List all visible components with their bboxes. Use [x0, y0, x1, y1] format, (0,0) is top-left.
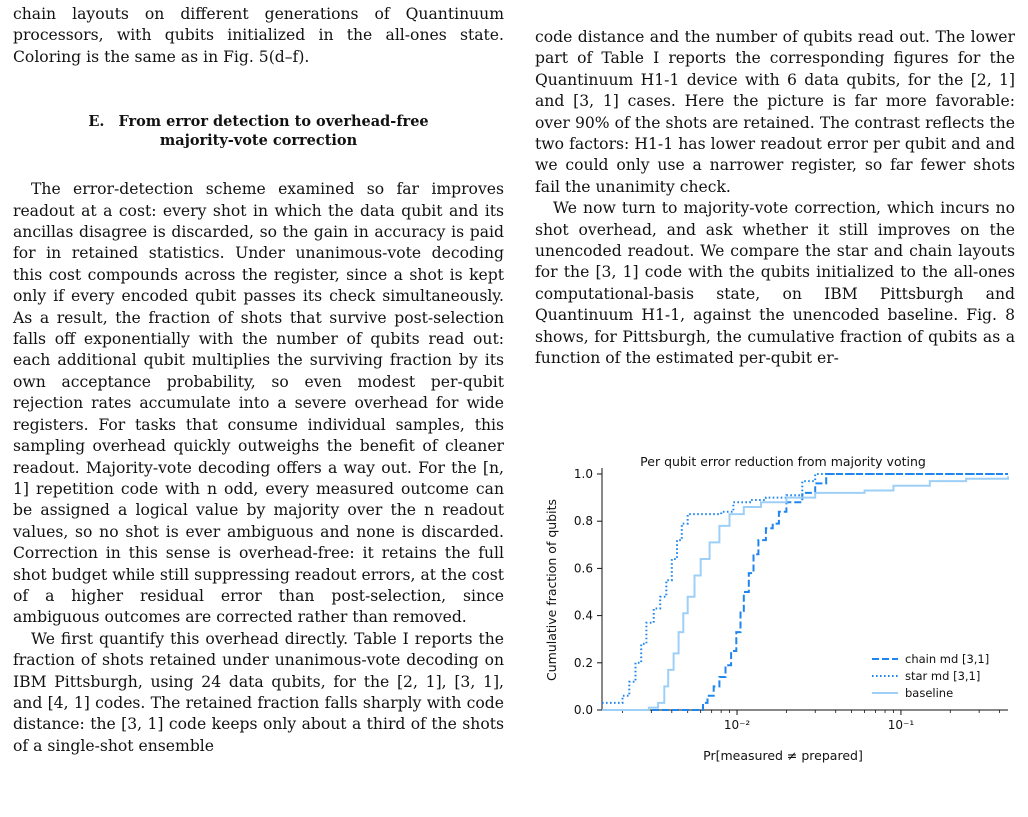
y-tick-label: 0.4	[573, 608, 593, 623]
figure-caption-tail: chain layouts on different generations of Quantinuum processors, with qubits initialized in the all-ones state. Coloring is the same as in Fig. 5(d–f).	[13, 5, 504, 66]
section-title: From error detection to overhead-free majority-vote correction	[118, 113, 429, 150]
y-tick-label: 0.8	[573, 514, 593, 529]
section-number: E.	[88, 113, 105, 131]
legend-label: chain md [3,1]	[905, 652, 990, 666]
x-axis-label: Pr[measured ≠ prepared]	[703, 748, 863, 763]
legend-label: star md [3,1]	[905, 669, 981, 683]
left-column	[13, 4, 504, 757]
y-axis-label: Cumulative fraction of qubits	[544, 498, 559, 682]
body-paragraph: code distance and the number of qubits read out. The lower part of Table I reports the corresponding figures for the Quantinuum H1-1 device with 6 data qubits, for the [2, 1] and [3, 1] cases. Here the picture is far more favorable: over 90% of the shots are retained. The contrast reflects the two factors: H1-1 has lower readout error per qubit and and we could only use a narrower register, so far fewer shots fail the unanimity check.	[535, 28, 1015, 196]
y-tick-label: 1.0	[573, 467, 593, 481]
y-tick-label: 0.0	[573, 703, 593, 717]
x-tick-label: 10⁻¹	[887, 718, 915, 732]
plot-area	[574, 467, 1008, 732]
body-paragraph: The error-detection scheme examined so far improves readout at a cost: every shot in which the data qubit and its ancillas disagree is discarded, so the gain in accuracy is paid for in retained statistics. Under unanimous-vote decoding this cost compounds across the register, since a shot is kept only if every encoded qubit passes its check simultaneously. As a result, the fraction of shots that survive post-selection falls off exponentially with the number of qubits read out: each additional qubit multiplies the surviving fraction by its own acceptance probability, so even modest per-qubit rejection rates accumulate into a severe overhead for wide registers. For tasks that consume individual samples, this sampling overhead quickly outweighs the benefit of cleaner readout. Majority-vote decoding offers a way out. For the [n, 1] repetition code with n odd, every measured outcome can be assigned a logical value by majority over the n readout values, so no shot is ever ambiguous and none is discarded. Correction in this sense is overhead-free: it retains the full shot budget while still suppressing readout errors, at the cost of a higher residual error than post-selection, since ambiguous outcomes are corrected rather than removed.	[13, 180, 504, 627]
section-heading	[53, 112, 464, 150]
right-column	[535, 27, 1015, 370]
figure-cdf-chart	[540, 448, 1015, 768]
y-tick-label: 0.2	[573, 655, 593, 670]
chart-title: Per qubit error reduction from majority voting	[640, 454, 926, 469]
body-paragraph: We now turn to majority-vote correction, which incurs no shot overhead, and ask whether it still improves on the unencoded readout. We compare the star and chain layouts for the [3, 1] code with the qubits initialized to the all-ones computational-basis state, on IBM Pittsburgh and Quantinuum H1-1, against the unencoded baseline. Fig. 8 shows, for Pittsburgh, the cumulative fraction of qubits as a function of the estimated per-qubit er-	[535, 199, 1015, 368]
legend-label: baseline	[905, 686, 954, 700]
y-tick-label: 0.6	[573, 561, 593, 576]
chart-svg	[540, 448, 1015, 768]
x-tick-label: 10⁻²	[723, 718, 751, 732]
body-paragraph: We first quantify this overhead directly. Table I reports the fraction of shots retained under unanimous-vote decoding on IBM Pittsburgh, using 24 data qubits, for the [2, 1], [3, 1], and [4, 1] codes. The retained fraction falls sharply with code distance: the [3, 1] code keeps only about a third of the shots of a single-shot ensemble	[13, 629, 504, 755]
